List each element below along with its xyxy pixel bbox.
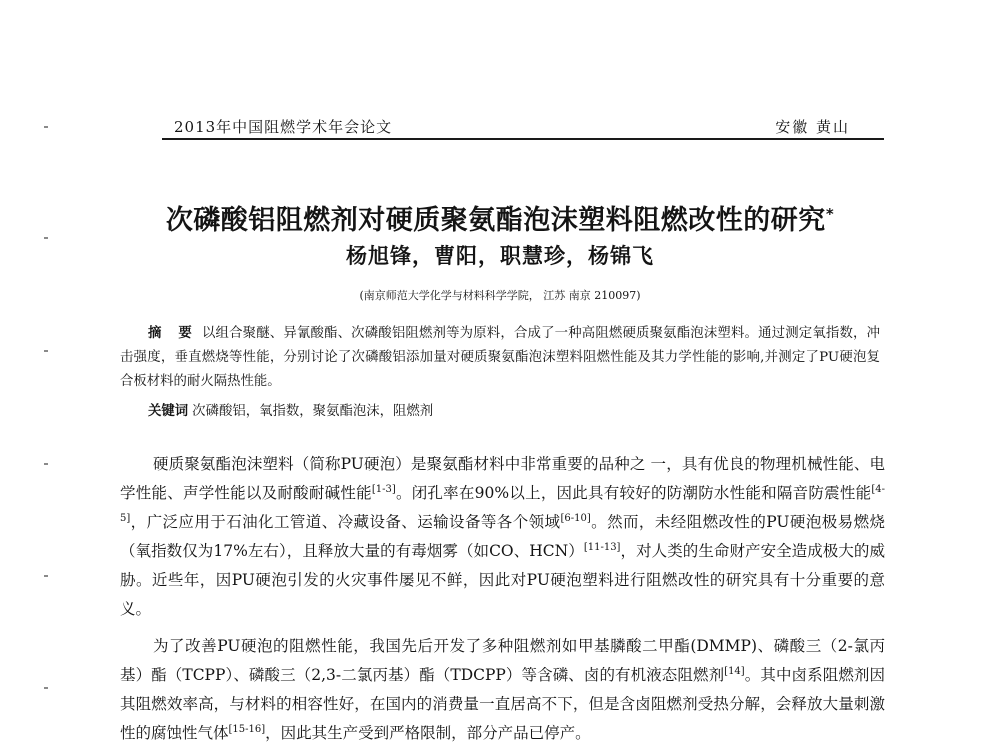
running-header: [162, 112, 884, 140]
keywords-text: 次磷酸铝，氧指数，聚氨酯泡沫，阻燃剂: [192, 404, 434, 419]
citation: [4-5]: [120, 483, 885, 524]
author-list: 杨旭锋，曹阳，职慧珍，杨锦飞: [346, 244, 654, 268]
paragraph-text: 硬质聚氨酯泡沫塑料（简称PU硬泡）是聚氨酯材料中非常重要的品种之 一，具有优良的物理机械性能、电学性能、声学性能以及耐酸耐碱性能: [120, 455, 885, 502]
scan-mark: [44, 126, 48, 128]
paper-title-text: 次磷酸铝阻燃剂对硬质聚氨酯泡沫塑料阻燃改性的研究: [165, 205, 826, 236]
citation: [6-10]: [560, 512, 591, 524]
paragraph-text: 。其中卤系阻燃剂因其阻燃效率高，与材料的相容性好，在国内的消费量一直居高不下，但是含卤阻燃剂受热分解，会释放大量刺激性的腐蚀性气体: [120, 666, 885, 742]
abstract-text: 以组合聚醚、异氰酸酯、次磷酸铝阻燃剂等为原料，合成了一种高阻燃硬质聚氨酯泡沫塑料。通过测定氧指数，冲击强度，垂直燃烧等性能，分别讨论了次磷酸铝添加量对硬质聚氨酯泡沫塑料阻燃性能及其力学性能的影响,并测定了PU硬泡复合板材料的耐火隔热性能。: [120, 326, 880, 389]
paragraph-text: 为了改善PU硬泡的阻燃性能，我国先后开发了多种阻燃剂如甲基膦酸二甲酯(DMMP)、磷酸三（2-氯丙基）酯（TCPP）、磷酸三（2,3-二氯丙基）酯（TDCPP）等含磷、卤的有机液态阻燃剂: [120, 637, 885, 684]
scan-mark: [44, 687, 48, 689]
header-conference: 2013年中国阻燃学术年会论文: [174, 118, 393, 136]
body-paragraph-1: [120, 450, 885, 624]
header-location: 安徽 黄山: [775, 118, 850, 136]
scan-mark: [44, 350, 48, 352]
body-paragraph-2: [120, 632, 885, 748]
keywords: [148, 400, 878, 419]
paragraph-text: 。闭孔率在90%以上，因此具有较好的防潮防水性能和隔音防震性能: [395, 484, 872, 502]
paragraph-text: 。然而，未经阻燃改性的PU硬泡极易燃烧（氧指数仅为17%左右），且释放大量的有毒烟雾（如CO、HCN）: [120, 513, 885, 560]
affiliation: (南京师范大学化学与材料科学学院， 江苏 南京 210097): [359, 289, 641, 302]
citation: [14]: [724, 665, 745, 677]
paragraph-text: ，对人类的生命财产安全造成极大的威胁。近些年，因PU硬泡引发的火灾事件屡见不鲜，因此对PU硬泡塑料进行阻燃改性的研究具有十分重要的意义。: [120, 542, 885, 618]
citation: [11-13]: [583, 541, 621, 553]
citation: [1-3]: [371, 483, 396, 495]
paragraph-text: ，因此其生产受到严格限制，部分产品已停产。: [265, 724, 591, 742]
keywords-label: 关键词: [148, 404, 189, 419]
scan-mark: [44, 463, 48, 465]
paragraph-text: ，广泛应用于石油化工管道、冷藏设备、运输设备等各个领域: [130, 513, 561, 531]
paper-title: [0, 198, 1000, 237]
scan-mark: [44, 237, 48, 239]
citation: [15-16]: [228, 723, 266, 735]
scan-mark: [44, 575, 48, 577]
abstract-label: 摘 要: [148, 326, 198, 341]
title-footnote-mark: *: [825, 205, 835, 223]
abstract: [120, 322, 880, 394]
